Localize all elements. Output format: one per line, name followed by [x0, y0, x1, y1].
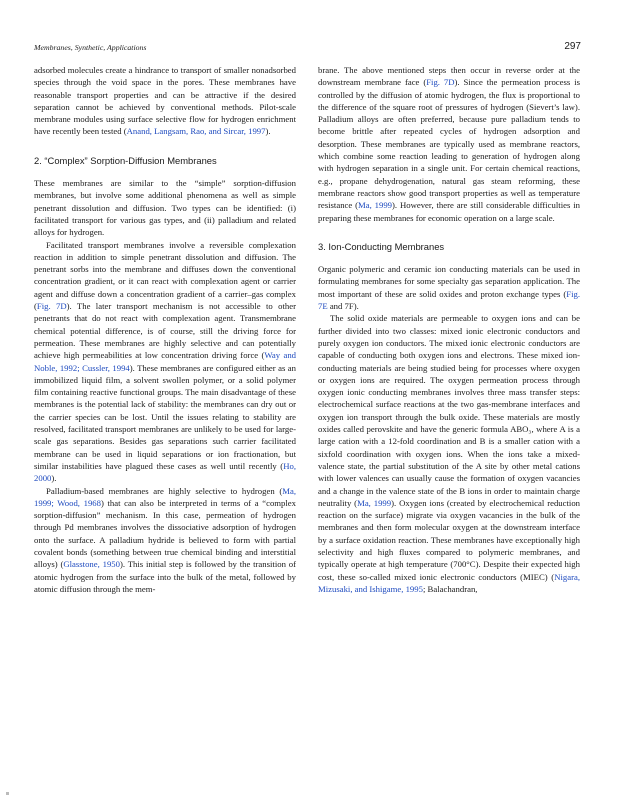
- citation-link[interactable]: Ho, 2000: [34, 460, 296, 484]
- text-run: ).: [265, 126, 271, 137]
- paragraph: [34, 177, 296, 238]
- running-title: Membranes, Synthetic, Applications: [34, 43, 147, 52]
- section-heading: 2. “Complex” Sorption-Diffusion Membranes: [34, 154, 217, 166]
- citation-link[interactable]: Way and Noble, 1992; Cussler, 1994: [34, 350, 297, 373]
- citation-link[interactable]: Fig. 7D: [426, 77, 455, 88]
- citation-link[interactable]: Ma, 1999; Wood, 1968: [34, 485, 296, 508]
- text-run: brane. The above mentioned steps then occur in reverse order at the downstream membrane face (: [318, 65, 580, 88]
- left-column: [34, 64, 296, 595]
- text-run: The solid oxide materials are permeable to oxygen ions and can be further divided into two classes: mixed ionic electronic conductors and purely oxygen ion conductors. The mixed ionic electronic conductors are capable of conducting both oxygen ions and electrons. These mixed ion-conducting materials are being studied being for processes where oxygen or oxygen ions are required. The oxygen permeation process through oxygen ionic conducting membranes involves three mass transfer steps: electrochemical surface reactions at the two gas-membrane interfaces and oxygen ion transport through the bulk oxide. These materials are mostly oxides called perovskite and have the generic formula ABO₃, where A is a large cation with a 12-fold coordination and B is a smaller cation with a sixfold coordination with oxygen ions. When the ions take a mixed-valence state, the partial substitution of the A site by other metal cations with lower valences can usually cause the formation of oxygen vacancies and a change in the valence state of the B ions in order to maintain charge neutrality (: [318, 313, 580, 508]
- text-run: ; Balachandran,: [422, 583, 478, 594]
- text-run: adsorbed molecules create a hindrance to transport of smaller nonadsorbed species through the void space in the pores. These membranes have reasonable transport properties and can be attractive if the desired separation cannot be achieved by conventional methods. Pilot-scale membrane modules using surface selective flow for hydrogen enrichment have recently been tested (: [34, 65, 296, 137]
- text-run: ). These membranes are configured either as an immobilized liquid film, a solvent swollen polymer, or a solid polymer film containing reactive functional groups. The main disadvantage of these membranes is the potential lack of stability: the membranes can dry out or the carrier species can be lost. Until the issues relating to stability are resolved, facilitated transport membranes are unlikely to be used for large-scale gas separations. Besides gas separations such carrier facilitated membrane can be used in liquid separations or ion fractionation, but similar instabilities have plagued these cases as well until recently (: [34, 362, 296, 471]
- citation-link[interactable]: Fig. 7E: [318, 288, 580, 312]
- scan-mark: [6, 792, 9, 795]
- text-run: ). The later transport mechanism is not accessible to other penetrants that do not react with complexation agent. Transmembrane chemical potential difference, is of course, still the driving force for permeation. These membranes are highly selective and can potentially achieve high permeabilities at low concentration driving force (: [34, 301, 296, 361]
- text-run: Facilitated transport membranes involve a reversible complexation reaction in addition to simple penetrant dissolution and diffusion. The penetrant sorbs into the membrane and diffuses down the conventional concentration gradient, or it can react with complexation agent or carrier agent and diffuse down a concentration gradient of a carrier–gas complex (: [34, 239, 296, 312]
- text-run: ). This initial step is followed by the transition of atomic hydrogen from the surface into the bulk of the metal, followed by atomic diffusion through the mem-: [34, 559, 296, 594]
- paragraph: [318, 64, 580, 224]
- page-number: 297: [564, 41, 581, 52]
- citation-link[interactable]: Ma, 1999: [357, 497, 392, 508]
- text-run: and 7F).: [327, 301, 359, 312]
- paragraph: [318, 312, 580, 595]
- text-run: ). Since the permeation process is controlled by the diffusion of atomic hydrogen, the flux is proportional to the difference of the square root of pressures of hydrogen (Sievert’s law). Palladium alloys are often preferred, because pure palladium tends to become brittle after repeated cycles of hydrogen adsorption and desorption. These membranes are typically used as membrane reactors, which combine some reaction leading to generation of hydrogen along with hydrogen separation in a single unit. For certain chemical reactions, e.g., propane dehydrogenation, natural gas steam reforming, these membrane reactors show good transport properties as well as temperature resistance (: [318, 77, 580, 211]
- citation-link[interactable]: Anand, Langsam, Rao, and Sircar, 1997: [126, 126, 266, 137]
- right-column: [318, 64, 580, 595]
- text-run: These membranes are similar to the “simple” sorption-diffusion membranes, but involve some additional phenomena as well as simple penetrant dissolution and diffusion. Two types can be identified: (i) facilitated transport for various gas types, and (ii) palladium and related alloys for hydrogen.: [34, 178, 296, 238]
- paragraph: [34, 485, 296, 596]
- text-run: ).: [51, 473, 57, 484]
- text-run: ). However, there are still considerable difficulties in preparing these membranes for economic operation on a large scale.: [318, 200, 580, 223]
- citation-link[interactable]: Nigara, Mizusaki, and Ishigame, 1995: [318, 571, 580, 594]
- text-run: Organic polymeric and ceramic ion conducting materials can be used in formulating membranes for some specialty gas separation application. The most important of these are solid oxides and proton exchange types (: [318, 264, 580, 299]
- text-run: ) that can also be interpreted in terms of a “complex sorption-diffusion” mechanism. In this case, permeation of hydrogen through Pd membranes involves the dissociative adsorption of hydrogen onto the surface. A palladium hydride is believed to form with partial covalent bonds (something between true chemical binding and interstitial alloys) (: [34, 497, 297, 570]
- paragraph: [34, 239, 296, 485]
- text-run: ). Oxygen ions (created by electrochemical reduction reaction on the surface) migrate via oxygen vacancies in the bulk of the membranes and then form molecular oxygen at the downstream interface by a surface oxidation reaction. These membranes have exceptionally high selectivity and high fluxes compared to polymeric membranes, and typically operate at high temperature (700°C). Despite their expected high cost, these so-called mixed ionic electronic conductors (MIEC) (: [318, 497, 581, 582]
- text-run: Palladium-based membranes are highly selective to hydrogen (: [46, 485, 283, 496]
- paragraph: [318, 263, 580, 312]
- citation-link[interactable]: Ma, 1999: [358, 200, 393, 211]
- citation-link[interactable]: Fig. 7D: [36, 301, 67, 312]
- citation-link[interactable]: Glasstone, 1950: [63, 559, 120, 570]
- paragraph: [34, 64, 296, 138]
- section-heading: 3. Ion-Conducting Membranes: [318, 240, 445, 252]
